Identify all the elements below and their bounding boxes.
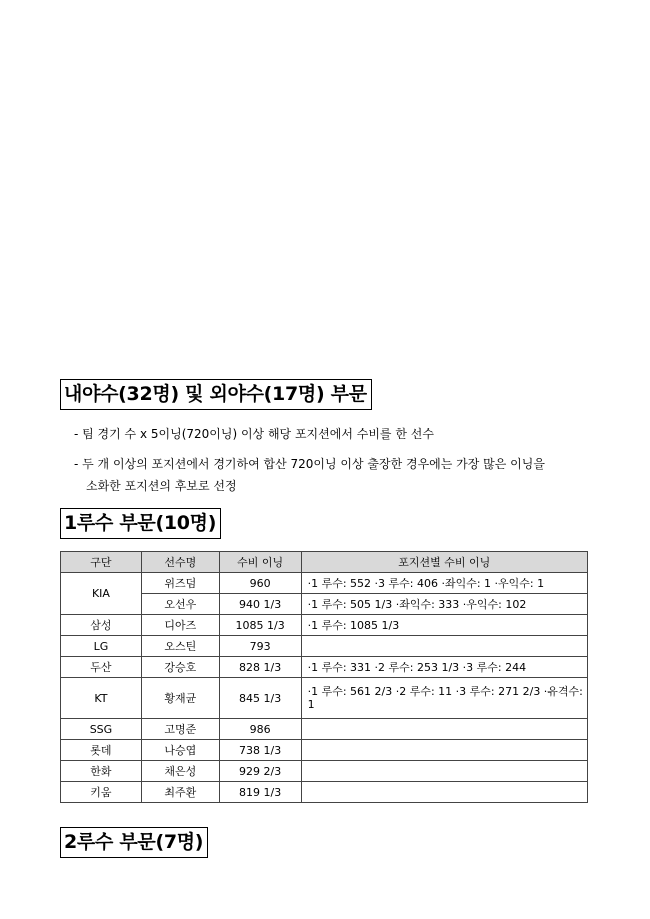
position-detail-cell: ·1 루수: 1085 1/3 bbox=[301, 615, 587, 636]
player-cell: 최주환 bbox=[141, 782, 219, 803]
innings-cell: 1085 1/3 bbox=[219, 615, 301, 636]
innings-cell: 929 2/3 bbox=[219, 761, 301, 782]
innings-cell: 828 1/3 bbox=[219, 657, 301, 678]
player-cell: 강승호 bbox=[141, 657, 219, 678]
table-row bbox=[61, 657, 588, 678]
team-cell: SSG bbox=[61, 719, 142, 740]
player-cell: 위즈덤 bbox=[141, 573, 219, 594]
position-detail-cell: ·1 루수: 552 ·3 루수: 406 ·좌익수: 1 ·우익수: 1 bbox=[301, 573, 587, 594]
innings-cell: 986 bbox=[219, 719, 301, 740]
player-cell: 오선우 bbox=[141, 594, 219, 615]
player-cell: 황재균 bbox=[141, 678, 219, 719]
position-detail-cell bbox=[301, 636, 587, 657]
player-cell: 디아즈 bbox=[141, 615, 219, 636]
header-team: 구단 bbox=[61, 552, 142, 573]
team-cell: LG bbox=[61, 636, 142, 657]
criteria-bullet-2-continued: 소화한 포지션의 후보로 선정 bbox=[86, 479, 237, 493]
innings-cell: 738 1/3 bbox=[219, 740, 301, 761]
team-cell: 한화 bbox=[61, 761, 142, 782]
table-header-row bbox=[61, 552, 588, 573]
table-row bbox=[61, 719, 588, 740]
team-cell: 키움 bbox=[61, 782, 142, 803]
table-row bbox=[61, 678, 588, 719]
criteria-bullet-1: - 팀 경기 수 x 5이닝(720이닝) 이상 해당 포지션에서 수비를 한 선수 bbox=[74, 427, 434, 441]
position-detail-cell bbox=[301, 719, 587, 740]
table-row bbox=[61, 615, 588, 636]
table-row bbox=[61, 573, 588, 594]
position-detail-cell: ·1 루수: 331 ·2 루수: 253 1/3 ·3 루수: 244 bbox=[301, 657, 587, 678]
player-cell: 오스틴 bbox=[141, 636, 219, 657]
team-cell: 두산 bbox=[61, 657, 142, 678]
position-detail-cell: ·1 루수: 505 1/3 ·좌익수: 333 ·우익수: 102 bbox=[301, 594, 587, 615]
header-player: 선수명 bbox=[141, 552, 219, 573]
position-detail-line-2: 1 bbox=[307, 698, 315, 711]
section-title-first-base: 1루수 부문(10명) bbox=[60, 508, 221, 539]
player-cell: 채은성 bbox=[141, 761, 219, 782]
table-row bbox=[61, 636, 588, 657]
header-innings: 수비 이닝 bbox=[219, 552, 301, 573]
innings-cell: 845 1/3 bbox=[219, 678, 301, 719]
position-detail-cell bbox=[301, 761, 587, 782]
team-cell: KIA bbox=[61, 573, 142, 615]
criteria-bullet-2: - 두 개 이상의 포지션에서 경기하여 합산 720이닝 이상 출장한 경우에는 가장 많은 이닝을 bbox=[74, 457, 545, 471]
player-cell: 나승엽 bbox=[141, 740, 219, 761]
position-detail-cell bbox=[301, 678, 587, 719]
section-title-infield-outfield: 내야수(32명) 및 외야수(17명) 부문 bbox=[60, 379, 372, 410]
innings-cell: 940 1/3 bbox=[219, 594, 301, 615]
innings-cell: 819 1/3 bbox=[219, 782, 301, 803]
table-row bbox=[61, 761, 588, 782]
position-detail-cell bbox=[301, 740, 587, 761]
table-row bbox=[61, 740, 588, 761]
team-cell: 롯데 bbox=[61, 740, 142, 761]
team-cell: KT bbox=[61, 678, 142, 719]
position-detail-cell bbox=[301, 782, 587, 803]
header-position-innings: 포지션별 수비 이닝 bbox=[301, 552, 587, 573]
position-detail-line-1: ·1 루수: 561 2/3 ·2 루수: 11 ·3 루수: 271 2/3 ·유격수: bbox=[307, 685, 583, 698]
section-title-second-base: 2루수 부문(7명) bbox=[60, 827, 208, 858]
player-cell: 고명준 bbox=[141, 719, 219, 740]
table-row bbox=[61, 782, 588, 803]
innings-cell: 960 bbox=[219, 573, 301, 594]
team-cell: 삼성 bbox=[61, 615, 142, 636]
first-base-candidates-table bbox=[60, 551, 588, 803]
innings-cell: 793 bbox=[219, 636, 301, 657]
